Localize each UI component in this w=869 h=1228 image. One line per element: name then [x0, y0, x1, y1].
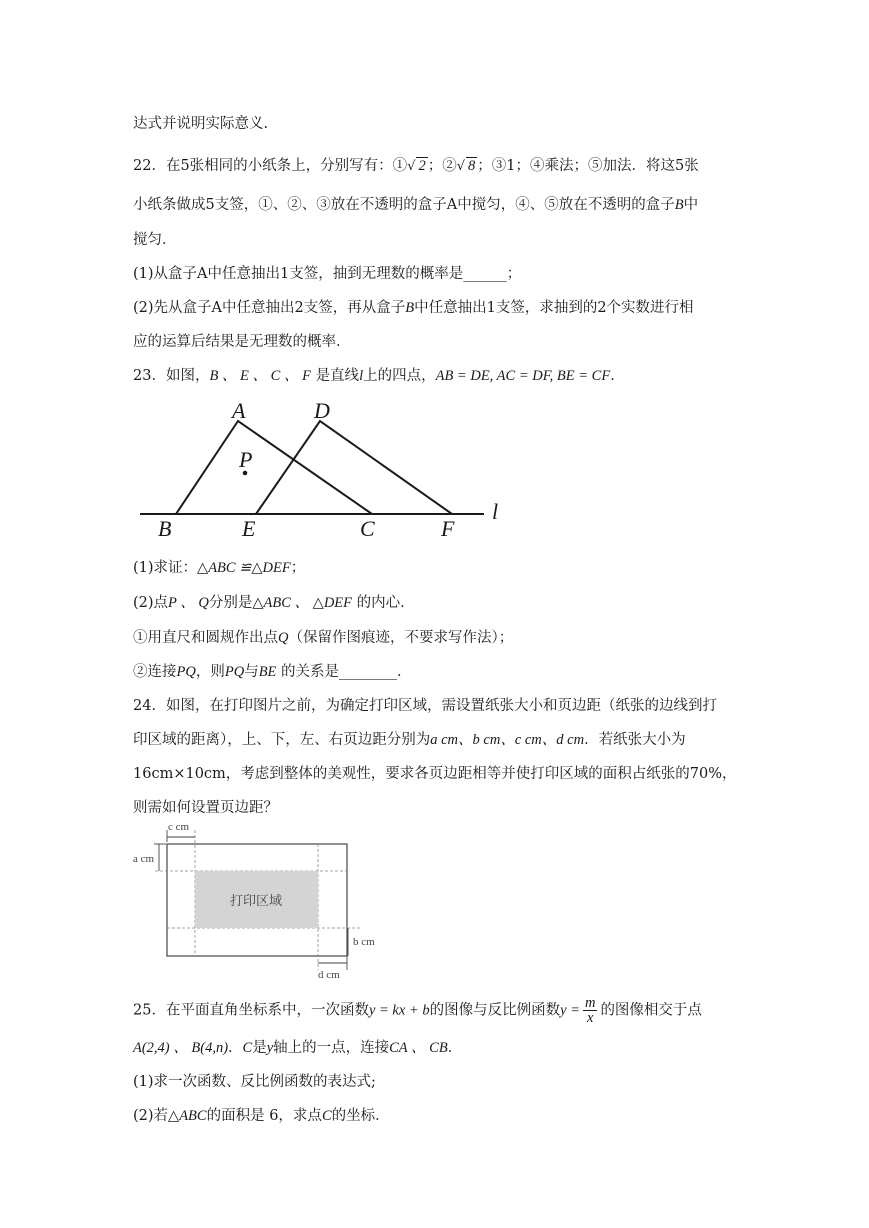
- q25-part-2: (2)若△ABC的面积是 6，求点C的坐标．: [133, 1108, 390, 1124]
- label-P: P: [239, 447, 253, 472]
- q24-line-4: 则需如何设置页边距？: [133, 800, 278, 816]
- q22-part-1: (1)从盒子A中任意抽出1支签，抽到无理数的概率是______；: [133, 266, 522, 282]
- triangle-figure: [0, 395, 869, 545]
- margin-d-label: d cm: [318, 969, 340, 978]
- text-line: 达式并说明实际意义.: [133, 116, 269, 132]
- q22-part-2a: (2)先从盒子A中任意抽出2支签，再从盒子B中任意抽出1支签，求抽到的2个实数进行相: [133, 300, 694, 316]
- q23-line-1: 23．如图，B 、 E 、 C 、 F 是直线l上的四点，AB = DE, AC = DF, BE = CF．: [133, 368, 625, 384]
- q22-part-2b: 应的运算后结果是无理数的概率．: [133, 334, 351, 350]
- q25-line-2: A(2,4) 、 B(4,n)．C是y轴上的一点，连接CA 、 CB．: [133, 1040, 463, 1056]
- margin-b-label: b cm: [353, 936, 375, 948]
- page-margin-figure: [0, 818, 869, 978]
- q25-line-1: 25．在平面直角坐标系中，一次函数y = kx + b的图像与反比例函数y = $\frac{m}{x}$ 的图像相交于点: [133, 995, 702, 1026]
- q24-line-2: 印区域的距离），上、下，左、右页边距分别为a cm、b cm、c cm、d cm．若纸张大小为: [133, 732, 686, 748]
- q23-sub-2: ②连接PQ，则PQ与BE 的关系是________．: [133, 664, 412, 680]
- q24-line-1: 24．如图，在打印图片之前，为确定打印区域，需设置纸张大小和页边距（纸张的边线到打: [133, 698, 717, 714]
- margin-c-label: c cm: [168, 821, 190, 833]
- margin-a-label: a cm: [133, 853, 155, 865]
- label-F: F: [441, 516, 455, 541]
- print-region-label: 打印区域: [230, 894, 283, 909]
- label-B: B: [158, 516, 172, 541]
- label-D: D: [314, 398, 330, 423]
- label-A: A: [232, 398, 246, 423]
- q23-sub-1: ①用直尺和圆规作出点Q（保留作图痕迹，不要求写作法）；: [133, 630, 514, 646]
- label-E: E: [242, 516, 256, 541]
- q23-part-1: (1)求证：△ABC ≌△DEF；: [133, 560, 306, 576]
- q22-line-1: 22．在5张相同的小纸条上，分别写有：①√ 2 ；②√ 8 ；③1；④乘法；⑤加法．将这5张: [133, 158, 699, 174]
- label-C: C: [360, 516, 375, 541]
- q22-line-2: 小纸条做成5支签，①、②、③放在不透明的盒子A中搅匀，④、⑤放在不透明的盒子B中: [133, 197, 699, 213]
- q23-part-2: (2)点P 、 Q分别是△ABC 、 △DEF 的内心．: [133, 595, 415, 611]
- label-l: l: [492, 499, 499, 524]
- q24-line-3: 16cm×10cm，考虑到整体的美观性，要求各页边距相等并使打印区域的面积占纸张的70%，: [133, 766, 737, 782]
- q22-line-3: 搅匀．: [133, 232, 177, 248]
- q25-part-1: (1)求一次函数、反比例函数的表达式;: [133, 1074, 376, 1090]
